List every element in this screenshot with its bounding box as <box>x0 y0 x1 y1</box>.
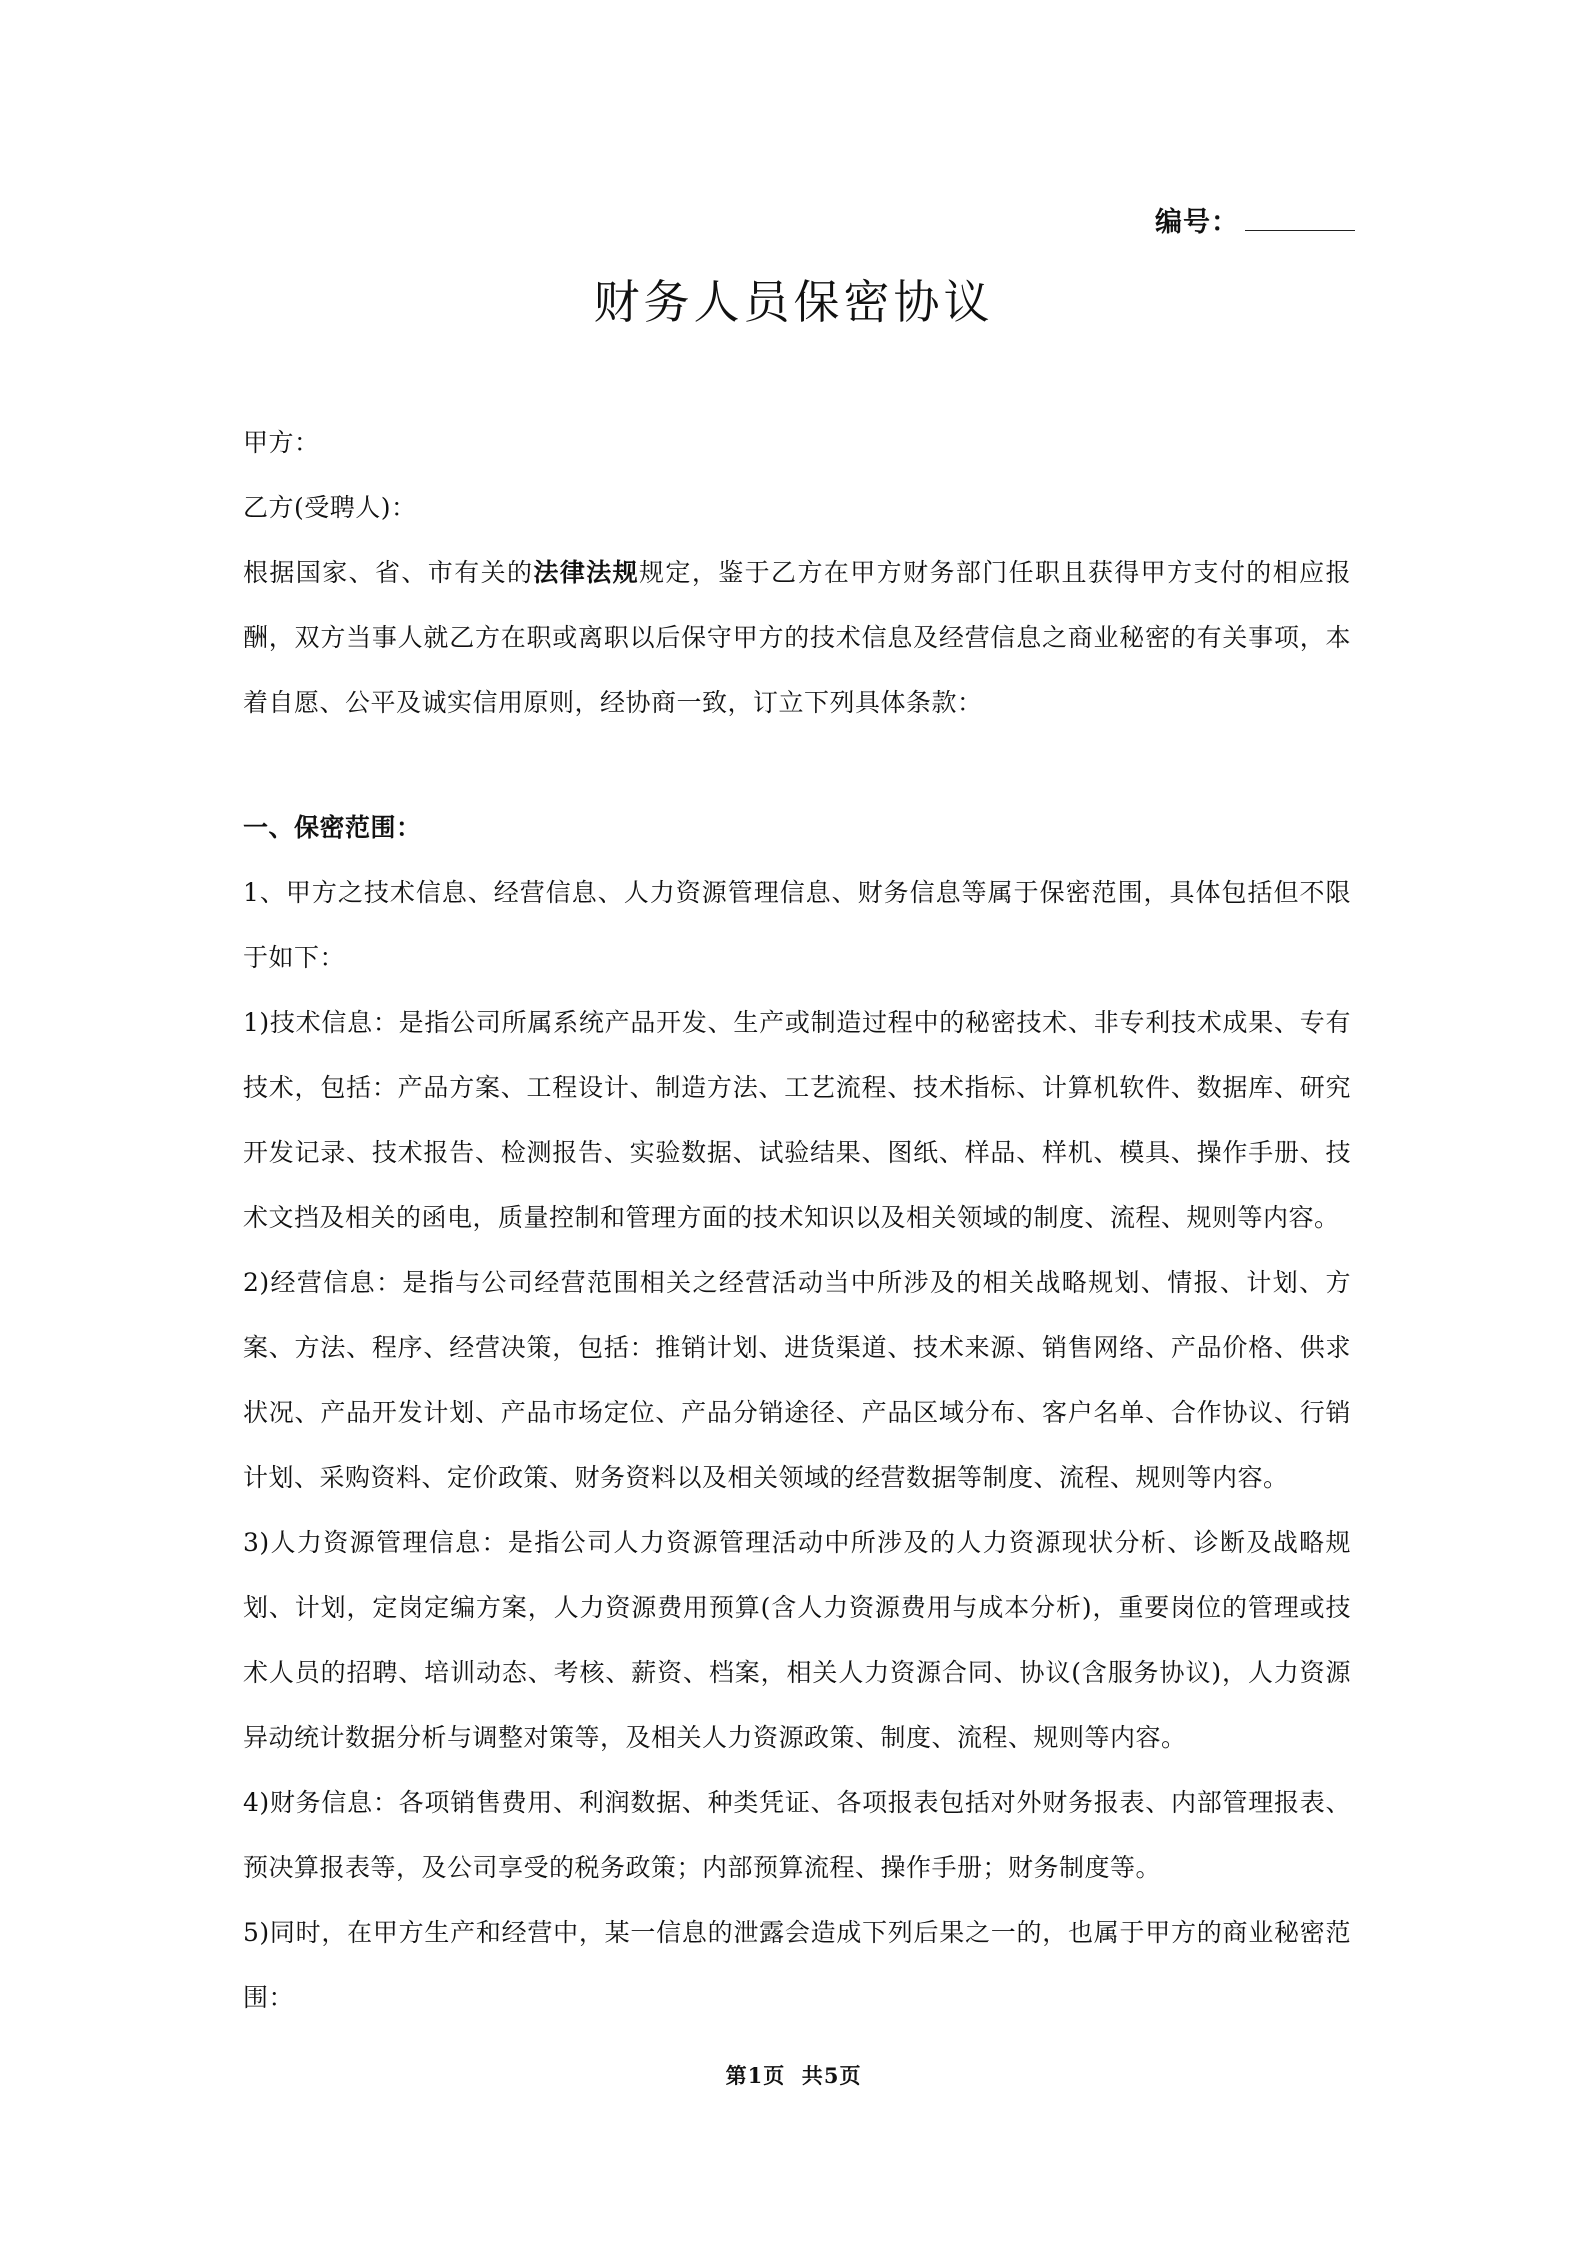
document-number <box>1155 200 1355 239</box>
section-spacer <box>243 735 1351 795</box>
section-paragraph-business: 2)经营信息：是指与公司经营范围相关之经营活动当中所涉及的相关战略规划、情报、计划、方案、方法、程序、经营决策，包括：推销计划、进货渠道、技术来源、销售网络、产品价格、供求状况、产品开发计划、产品市场定位、产品分销途径、产品区域分布、客户名单、合作协议、行销计划、采购资料、定价政策、财务资料以及相关领域的经营数据等制度、流程、规则等内容。 <box>243 1268 1351 1492</box>
intro-paragraph <box>243 540 1351 735</box>
section-paragraph-technical: 1)技术信息：是指公司所属系统产品开发、生产或制造过程中的秘密技术、非专利技术成果、专有技术，包括：产品方案、工程设计、制造方法、工艺流程、技术指标、计算机软件、数据库、研究开发记录、技术报告、检测报告、实验数据、试验结果、图纸、样品、样机、模具、操作手册、技术文挡及相关的函电，质量控制和管理方面的技术知识以及相关领域的制度、流程、规则等内容。 <box>243 1008 1351 1232</box>
intro-text-start: 根据国家、省、市有关的 <box>243 558 534 587</box>
document-number-label: 编号： <box>1155 207 1239 238</box>
section-paragraph-other: 5)同时，在甲方生产和经营中，某一信息的泄露会造成下列后果之一的，也属于甲方的商业秘密范围： <box>243 1918 1351 2012</box>
intro-text-end: 规定，鉴于乙方在甲方财务部门任职且获得甲方支付的相应报酬，双方当事人就乙方在职或离职以后保守甲方的技术信息及经营信息之商业秘密的有关事项，本着自愿、公平及诚实信用原则，经协商一致，订立下列具体条款： <box>243 558 1351 717</box>
section-heading: 一、保密范围： <box>243 813 422 842</box>
footer-page-current: 1 <box>747 2063 764 2088</box>
page-footer <box>0 2060 1587 2090</box>
section-paragraph-1: 1、甲方之技术信息、经营信息、人力资源管理信息、财务信息等属于保密范围，具体包括但不限于如下： <box>243 878 1351 972</box>
party-b-line: 乙方(受聘人)： <box>243 493 417 522</box>
footer-prefix: 第 <box>725 2063 748 2088</box>
intro-bold-term: 法律法规 <box>533 558 640 587</box>
document-title: 财务人员保密协议 <box>593 275 994 329</box>
section-paragraph-finance: 4)财务信息：各项销售费用、利润数据、种类凭证、各项报表包括对外财务报表、内部管理报表、预决算报表等，及公司享受的税务政策；内部预算流程、操作手册；财务制度等。 <box>243 1788 1351 1882</box>
footer-middle: 页 共 <box>763 2063 824 2088</box>
footer-page-total: 5 <box>823 2063 840 2088</box>
document-number-blank <box>1245 208 1355 231</box>
document-body <box>243 410 1351 2030</box>
party-a-line: 甲方： <box>243 428 320 457</box>
footer-suffix: 页 <box>839 2063 862 2088</box>
section-paragraph-hr: 3)人力资源管理信息：是指公司人力资源管理活动中所涉及的人力资源现状分析、诊断及战略规划、计划，定岗定编方案，人力资源费用预算(含人力资源费用与成本分析)，重要岗位的管理或技术人员的招聘、培训动态、考核、薪资、档案，相关人力资源合同、协议(含服务协议)，人力资源异动统计数据分析与调整对策等，及相关人力资源政策、制度、流程、规则等内容。 <box>243 1528 1351 1752</box>
